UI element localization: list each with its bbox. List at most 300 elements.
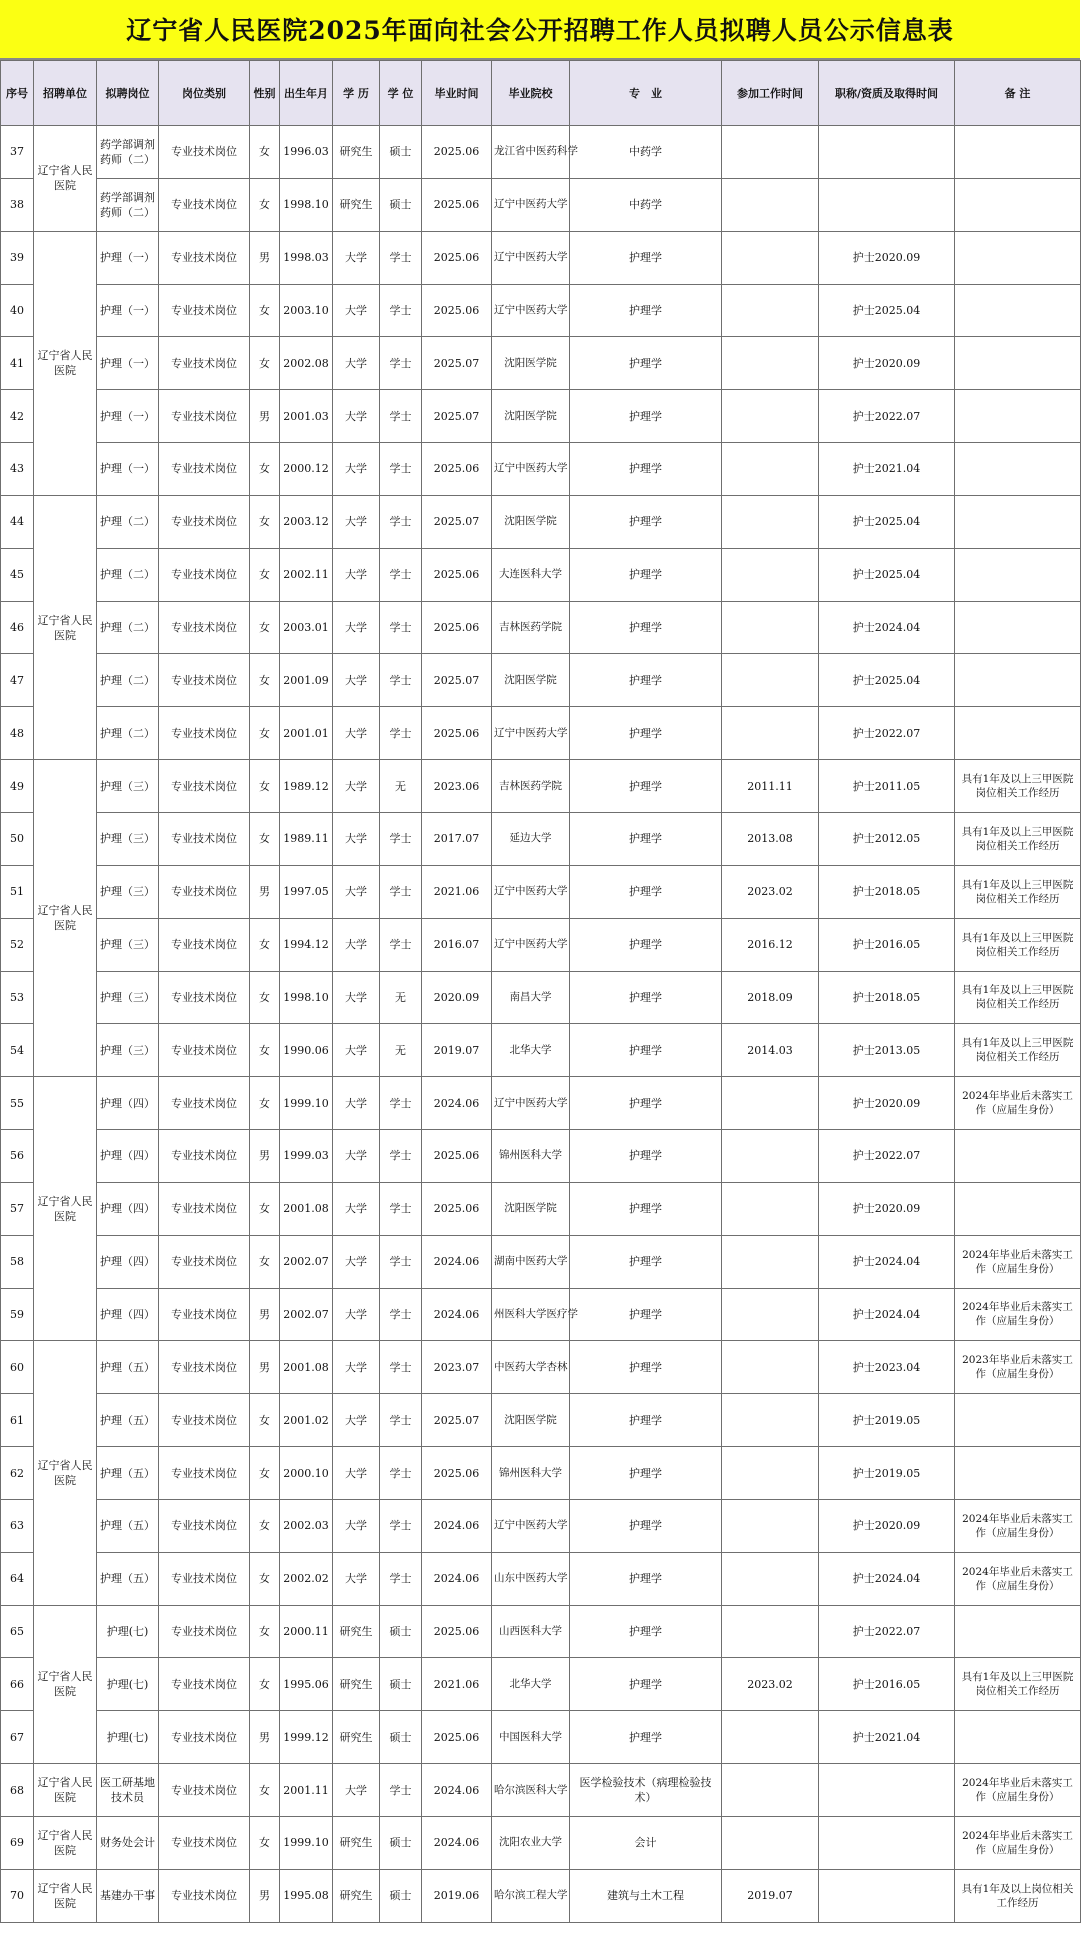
unit-cell: 辽宁省人民医院 bbox=[34, 1764, 97, 1817]
birth-cell: 2002.08 bbox=[280, 337, 333, 390]
grad-time-cell: 2024.06 bbox=[422, 1764, 492, 1817]
school-cell: 沈阳医学院 bbox=[492, 654, 570, 707]
gender-cell: 女 bbox=[250, 1605, 280, 1658]
birth-cell: 2002.11 bbox=[280, 548, 333, 601]
column-header: 专 业 bbox=[570, 61, 722, 126]
title-cert-cell: 护士2025.04 bbox=[819, 495, 955, 548]
work-start-cell bbox=[722, 1130, 819, 1183]
post-cell: 护理（二） bbox=[97, 495, 159, 548]
column-header: 拟聘岗位 bbox=[97, 61, 159, 126]
education-cell: 研究生 bbox=[333, 126, 380, 179]
row-number: 42 bbox=[1, 390, 34, 443]
title-cert-cell: 护士2016.05 bbox=[819, 918, 955, 971]
work-start-cell: 2023.02 bbox=[722, 865, 819, 918]
work-start-cell: 2014.03 bbox=[722, 1024, 819, 1077]
work-start-cell bbox=[722, 1605, 819, 1658]
birth-cell: 2001.03 bbox=[280, 390, 333, 443]
gender-cell: 女 bbox=[250, 178, 280, 231]
post-cell: 护理（一） bbox=[97, 231, 159, 284]
grad-time-cell: 2021.06 bbox=[422, 1658, 492, 1711]
title-cert-cell: 护士2020.09 bbox=[819, 337, 955, 390]
birth-cell: 2003.10 bbox=[280, 284, 333, 337]
remark-cell: 具有1年及以上三甲医院岗位相关工作经历 bbox=[955, 971, 1081, 1024]
grad-time-cell: 2017.07 bbox=[422, 812, 492, 865]
grad-time-cell: 2025.06 bbox=[422, 707, 492, 760]
work-start-cell bbox=[722, 443, 819, 496]
education-cell: 大学 bbox=[333, 1024, 380, 1077]
title-cert-cell: 护士2020.09 bbox=[819, 231, 955, 284]
degree-cell: 硕士 bbox=[380, 178, 422, 231]
work-start-cell bbox=[722, 1764, 819, 1817]
post-cell: 护理（三） bbox=[97, 1024, 159, 1077]
work-start-cell bbox=[722, 1288, 819, 1341]
table-row bbox=[1, 1658, 1081, 1711]
degree-cell: 硕士 bbox=[380, 1817, 422, 1870]
gender-cell: 男 bbox=[250, 1288, 280, 1341]
category-cell: 专业技术岗位 bbox=[159, 707, 250, 760]
table-row bbox=[1, 231, 1081, 284]
gender-cell: 女 bbox=[250, 760, 280, 813]
title-cert-cell: 护士2022.07 bbox=[819, 1605, 955, 1658]
title-cert-cell: 护士2019.05 bbox=[819, 1447, 955, 1500]
unit-cell: 辽宁省人民医院 bbox=[34, 1605, 97, 1764]
column-header: 学 历 bbox=[333, 61, 380, 126]
birth-cell: 1999.12 bbox=[280, 1711, 333, 1764]
major-cell: 护理学 bbox=[570, 495, 722, 548]
post-cell: 药学部调剂药师（二） bbox=[97, 178, 159, 231]
degree-cell: 学士 bbox=[380, 1552, 422, 1605]
row-number: 61 bbox=[1, 1394, 34, 1447]
gender-cell: 女 bbox=[250, 1499, 280, 1552]
birth-cell: 2001.09 bbox=[280, 654, 333, 707]
row-number: 68 bbox=[1, 1764, 34, 1817]
grad-time-cell: 2025.07 bbox=[422, 337, 492, 390]
title-cert-cell: 护士2011.05 bbox=[819, 760, 955, 813]
title-cert-cell bbox=[819, 1817, 955, 1870]
post-cell: 财务处会计 bbox=[97, 1817, 159, 1870]
degree-cell: 学士 bbox=[380, 443, 422, 496]
work-start-cell bbox=[722, 601, 819, 654]
post-cell: 护理（五） bbox=[97, 1499, 159, 1552]
education-cell: 大学 bbox=[333, 1394, 380, 1447]
education-cell: 大学 bbox=[333, 812, 380, 865]
gender-cell: 女 bbox=[250, 337, 280, 390]
degree-cell: 学士 bbox=[380, 1447, 422, 1500]
degree-cell: 硕士 bbox=[380, 1658, 422, 1711]
category-cell: 专业技术岗位 bbox=[159, 548, 250, 601]
education-cell: 大学 bbox=[333, 1764, 380, 1817]
major-cell: 护理学 bbox=[570, 1711, 722, 1764]
gender-cell: 女 bbox=[250, 1024, 280, 1077]
row-number: 69 bbox=[1, 1817, 34, 1870]
remark-cell bbox=[955, 707, 1081, 760]
remark-cell bbox=[955, 1394, 1081, 1447]
grad-time-cell: 2024.06 bbox=[422, 1499, 492, 1552]
column-header: 毕业院校 bbox=[492, 61, 570, 126]
title-cert-cell: 护士2022.07 bbox=[819, 707, 955, 760]
grad-time-cell: 2025.06 bbox=[422, 1130, 492, 1183]
degree-cell: 学士 bbox=[380, 865, 422, 918]
grad-time-cell: 2023.06 bbox=[422, 760, 492, 813]
major-cell: 护理学 bbox=[570, 231, 722, 284]
title-cert-cell: 护士2019.05 bbox=[819, 1394, 955, 1447]
grad-time-cell: 2025.07 bbox=[422, 654, 492, 707]
grad-time-cell: 2025.06 bbox=[422, 1182, 492, 1235]
education-cell: 大学 bbox=[333, 231, 380, 284]
education-cell: 大学 bbox=[333, 284, 380, 337]
education-cell: 大学 bbox=[333, 337, 380, 390]
unit-cell: 辽宁省人民医院 bbox=[34, 760, 97, 1077]
education-cell: 大学 bbox=[333, 1447, 380, 1500]
major-cell: 护理学 bbox=[570, 1288, 722, 1341]
post-cell: 护理（二） bbox=[97, 601, 159, 654]
work-start-cell bbox=[722, 126, 819, 179]
row-number: 48 bbox=[1, 707, 34, 760]
school-cell: 辽宁中医药大学 bbox=[492, 918, 570, 971]
education-cell: 大学 bbox=[333, 1182, 380, 1235]
work-start-cell bbox=[722, 1341, 819, 1394]
row-number: 50 bbox=[1, 812, 34, 865]
post-cell: 护理（四） bbox=[97, 1288, 159, 1341]
birth-cell: 1998.10 bbox=[280, 178, 333, 231]
column-header: 学 位 bbox=[380, 61, 422, 126]
school-cell: 延边大学 bbox=[492, 812, 570, 865]
table-row bbox=[1, 390, 1081, 443]
birth-cell: 2002.02 bbox=[280, 1552, 333, 1605]
major-cell: 护理学 bbox=[570, 284, 722, 337]
education-cell: 大学 bbox=[333, 654, 380, 707]
table-row bbox=[1, 601, 1081, 654]
table-row bbox=[1, 1817, 1081, 1870]
school-cell: 辽宁中医药大学 bbox=[492, 178, 570, 231]
major-cell: 护理学 bbox=[570, 1130, 722, 1183]
category-cell: 专业技术岗位 bbox=[159, 1817, 250, 1870]
degree-cell: 硕士 bbox=[380, 126, 422, 179]
school-cell: 沈阳农业大学 bbox=[492, 1817, 570, 1870]
birth-cell: 2001.08 bbox=[280, 1341, 333, 1394]
post-cell: 护理（二） bbox=[97, 548, 159, 601]
grad-time-cell: 2020.09 bbox=[422, 971, 492, 1024]
gender-cell: 女 bbox=[250, 495, 280, 548]
remark-cell bbox=[955, 1447, 1081, 1500]
degree-cell: 学士 bbox=[380, 654, 422, 707]
table-row bbox=[1, 707, 1081, 760]
row-number: 47 bbox=[1, 654, 34, 707]
grad-time-cell: 2024.06 bbox=[422, 1552, 492, 1605]
school-cell: 北华大学 bbox=[492, 1658, 570, 1711]
post-cell: 护理（三） bbox=[97, 865, 159, 918]
school-cell: 大连医科大学 bbox=[492, 548, 570, 601]
category-cell: 专业技术岗位 bbox=[159, 231, 250, 284]
gender-cell: 女 bbox=[250, 1658, 280, 1711]
column-header: 备 注 bbox=[955, 61, 1081, 126]
major-cell: 护理学 bbox=[570, 865, 722, 918]
school-cell: 辽宁中医药大学 bbox=[492, 1077, 570, 1130]
row-number: 70 bbox=[1, 1869, 34, 1922]
title-cert-cell bbox=[819, 178, 955, 231]
grad-time-cell: 2025.07 bbox=[422, 390, 492, 443]
post-cell: 护理（一） bbox=[97, 390, 159, 443]
category-cell: 专业技术岗位 bbox=[159, 654, 250, 707]
row-number: 56 bbox=[1, 1130, 34, 1183]
remark-cell bbox=[955, 654, 1081, 707]
category-cell: 专业技术岗位 bbox=[159, 1394, 250, 1447]
gender-cell: 男 bbox=[250, 231, 280, 284]
post-cell: 护理（一） bbox=[97, 337, 159, 390]
category-cell: 专业技术岗位 bbox=[159, 918, 250, 971]
category-cell: 专业技术岗位 bbox=[159, 126, 250, 179]
table-row bbox=[1, 1447, 1081, 1500]
school-cell: 沈阳医学院 bbox=[492, 495, 570, 548]
gender-cell: 女 bbox=[250, 1182, 280, 1235]
work-start-cell bbox=[722, 707, 819, 760]
title-cert-cell: 护士2013.05 bbox=[819, 1024, 955, 1077]
education-cell: 研究生 bbox=[333, 1605, 380, 1658]
page-title: 辽宁省人民医院2025年面向社会公开招聘工作人员拟聘人员公示信息表 bbox=[0, 0, 1080, 60]
remark-cell bbox=[955, 1605, 1081, 1658]
gender-cell: 女 bbox=[250, 1552, 280, 1605]
work-start-cell bbox=[722, 1077, 819, 1130]
education-cell: 大学 bbox=[333, 918, 380, 971]
unit-cell: 辽宁省人民医院 bbox=[34, 126, 97, 232]
row-number: 49 bbox=[1, 760, 34, 813]
post-cell: 护理（二） bbox=[97, 654, 159, 707]
row-number: 59 bbox=[1, 1288, 34, 1341]
school-cell: 中医药大学杏林 bbox=[492, 1341, 570, 1394]
education-cell: 大学 bbox=[333, 443, 380, 496]
category-cell: 专业技术岗位 bbox=[159, 1130, 250, 1183]
major-cell: 护理学 bbox=[570, 1447, 722, 1500]
gender-cell: 男 bbox=[250, 1130, 280, 1183]
category-cell: 专业技术岗位 bbox=[159, 971, 250, 1024]
post-cell: 药学部调剂药师（二） bbox=[97, 126, 159, 179]
work-start-cell bbox=[722, 178, 819, 231]
post-cell: 护理（二） bbox=[97, 707, 159, 760]
grad-time-cell: 2025.06 bbox=[422, 548, 492, 601]
remark-cell: 具有1年及以上三甲医院岗位相关工作经历 bbox=[955, 865, 1081, 918]
row-number: 67 bbox=[1, 1711, 34, 1764]
major-cell: 护理学 bbox=[570, 1552, 722, 1605]
table-row bbox=[1, 337, 1081, 390]
work-start-cell bbox=[722, 1499, 819, 1552]
unit-cell: 辽宁省人民医院 bbox=[34, 1817, 97, 1870]
work-start-cell: 2018.09 bbox=[722, 971, 819, 1024]
education-cell: 大学 bbox=[333, 1552, 380, 1605]
remark-cell: 2024年毕业后未落实工作（应届生身份） bbox=[955, 1288, 1081, 1341]
school-cell: 辽宁中医药大学 bbox=[492, 443, 570, 496]
grad-time-cell: 2025.06 bbox=[422, 601, 492, 654]
education-cell: 研究生 bbox=[333, 178, 380, 231]
row-number: 64 bbox=[1, 1552, 34, 1605]
gender-cell: 女 bbox=[250, 443, 280, 496]
school-cell: 辽宁中医药大学 bbox=[492, 865, 570, 918]
column-header: 岗位类别 bbox=[159, 61, 250, 126]
grad-time-cell: 2024.06 bbox=[422, 1288, 492, 1341]
remark-cell bbox=[955, 1182, 1081, 1235]
category-cell: 专业技术岗位 bbox=[159, 1658, 250, 1711]
work-start-cell bbox=[722, 1182, 819, 1235]
grad-time-cell: 2024.06 bbox=[422, 1235, 492, 1288]
remark-cell bbox=[955, 126, 1081, 179]
category-cell: 专业技术岗位 bbox=[159, 812, 250, 865]
row-number: 51 bbox=[1, 865, 34, 918]
major-cell: 护理学 bbox=[570, 707, 722, 760]
gender-cell: 男 bbox=[250, 1711, 280, 1764]
title-cert-cell: 护士2024.04 bbox=[819, 601, 955, 654]
row-number: 44 bbox=[1, 495, 34, 548]
row-number: 66 bbox=[1, 1658, 34, 1711]
table-row bbox=[1, 865, 1081, 918]
row-number: 43 bbox=[1, 443, 34, 496]
table-row bbox=[1, 971, 1081, 1024]
title-cert-cell: 护士2022.07 bbox=[819, 1130, 955, 1183]
birth-cell: 2002.07 bbox=[280, 1288, 333, 1341]
school-cell: 哈尔滨医科大学 bbox=[492, 1764, 570, 1817]
school-cell: 沈阳医学院 bbox=[492, 337, 570, 390]
table-row bbox=[1, 548, 1081, 601]
category-cell: 专业技术岗位 bbox=[159, 1499, 250, 1552]
education-cell: 研究生 bbox=[333, 1817, 380, 1870]
category-cell: 专业技术岗位 bbox=[159, 337, 250, 390]
category-cell: 专业技术岗位 bbox=[159, 178, 250, 231]
major-cell: 护理学 bbox=[570, 548, 722, 601]
school-cell: 辽宁中医药大学 bbox=[492, 284, 570, 337]
remark-cell: 2023年毕业后未落实工作（应届生身份） bbox=[955, 1341, 1081, 1394]
category-cell: 专业技术岗位 bbox=[159, 1869, 250, 1922]
remark-cell bbox=[955, 1130, 1081, 1183]
table-row bbox=[1, 1869, 1081, 1922]
table-row bbox=[1, 1764, 1081, 1817]
degree-cell: 学士 bbox=[380, 1288, 422, 1341]
education-cell: 大学 bbox=[333, 707, 380, 760]
education-cell: 研究生 bbox=[333, 1711, 380, 1764]
major-cell: 护理学 bbox=[570, 1024, 722, 1077]
school-cell: 锦州医科大学 bbox=[492, 1130, 570, 1183]
row-number: 54 bbox=[1, 1024, 34, 1077]
major-cell: 护理学 bbox=[570, 1235, 722, 1288]
birth-cell: 1994.12 bbox=[280, 918, 333, 971]
work-start-cell bbox=[722, 1552, 819, 1605]
table-row bbox=[1, 443, 1081, 496]
category-cell: 专业技术岗位 bbox=[159, 1288, 250, 1341]
remark-cell: 2024年毕业后未落实工作（应届生身份） bbox=[955, 1552, 1081, 1605]
work-start-cell bbox=[722, 390, 819, 443]
row-number: 55 bbox=[1, 1077, 34, 1130]
category-cell: 专业技术岗位 bbox=[159, 1552, 250, 1605]
grad-time-cell: 2025.06 bbox=[422, 1605, 492, 1658]
grad-time-cell: 2016.07 bbox=[422, 918, 492, 971]
title-cert-cell bbox=[819, 1764, 955, 1817]
birth-cell: 2003.01 bbox=[280, 601, 333, 654]
degree-cell: 硕士 bbox=[380, 1605, 422, 1658]
birth-cell: 1997.05 bbox=[280, 865, 333, 918]
table-row bbox=[1, 178, 1081, 231]
gender-cell: 男 bbox=[250, 1341, 280, 1394]
row-number: 46 bbox=[1, 601, 34, 654]
gender-cell: 男 bbox=[250, 390, 280, 443]
school-cell: 湖南中医药大学 bbox=[492, 1235, 570, 1288]
degree-cell: 学士 bbox=[380, 1764, 422, 1817]
grad-time-cell: 2025.06 bbox=[422, 443, 492, 496]
birth-cell: 2002.03 bbox=[280, 1499, 333, 1552]
category-cell: 专业技术岗位 bbox=[159, 1024, 250, 1077]
title-cert-cell: 护士2018.05 bbox=[819, 971, 955, 1024]
category-cell: 专业技术岗位 bbox=[159, 495, 250, 548]
row-number: 52 bbox=[1, 918, 34, 971]
category-cell: 专业技术岗位 bbox=[159, 284, 250, 337]
grad-time-cell: 2025.06 bbox=[422, 178, 492, 231]
degree-cell: 学士 bbox=[380, 390, 422, 443]
education-cell: 研究生 bbox=[333, 1658, 380, 1711]
row-number: 45 bbox=[1, 548, 34, 601]
post-cell: 护理（三） bbox=[97, 971, 159, 1024]
grad-time-cell: 2025.06 bbox=[422, 1447, 492, 1500]
remark-cell bbox=[955, 1711, 1081, 1764]
table-row bbox=[1, 1077, 1081, 1130]
title-cert-cell: 护士2024.04 bbox=[819, 1288, 955, 1341]
column-header: 参加工作时间 bbox=[722, 61, 819, 126]
birth-cell: 1990.06 bbox=[280, 1024, 333, 1077]
degree-cell: 学士 bbox=[380, 1130, 422, 1183]
major-cell: 护理学 bbox=[570, 1341, 722, 1394]
education-cell: 大学 bbox=[333, 601, 380, 654]
table-row bbox=[1, 495, 1081, 548]
remark-cell: 具有1年及以上三甲医院岗位相关工作经历 bbox=[955, 812, 1081, 865]
grad-time-cell: 2021.06 bbox=[422, 865, 492, 918]
education-cell: 大学 bbox=[333, 495, 380, 548]
work-start-cell: 2023.02 bbox=[722, 1658, 819, 1711]
table-row bbox=[1, 1288, 1081, 1341]
gender-cell: 女 bbox=[250, 707, 280, 760]
major-cell: 护理学 bbox=[570, 760, 722, 813]
post-cell: 护理（一） bbox=[97, 284, 159, 337]
major-cell: 护理学 bbox=[570, 1182, 722, 1235]
gender-cell: 女 bbox=[250, 601, 280, 654]
remark-cell bbox=[955, 390, 1081, 443]
category-cell: 专业技术岗位 bbox=[159, 865, 250, 918]
major-cell: 护理学 bbox=[570, 812, 722, 865]
title-cert-cell: 护士2024.04 bbox=[819, 1552, 955, 1605]
school-cell: 州医科大学医疗学 bbox=[492, 1288, 570, 1341]
table-row bbox=[1, 812, 1081, 865]
post-cell: 护理（四） bbox=[97, 1182, 159, 1235]
post-cell: 护理（四） bbox=[97, 1077, 159, 1130]
remark-cell bbox=[955, 601, 1081, 654]
gender-cell: 男 bbox=[250, 1869, 280, 1922]
gender-cell: 女 bbox=[250, 548, 280, 601]
school-cell: 山西医科大学 bbox=[492, 1605, 570, 1658]
education-cell: 大学 bbox=[333, 865, 380, 918]
work-start-cell bbox=[722, 1394, 819, 1447]
birth-cell: 1998.10 bbox=[280, 971, 333, 1024]
table-row bbox=[1, 1605, 1081, 1658]
gender-cell: 男 bbox=[250, 865, 280, 918]
school-cell: 沈阳医学院 bbox=[492, 1394, 570, 1447]
education-cell: 大学 bbox=[333, 390, 380, 443]
grad-time-cell: 2024.06 bbox=[422, 1077, 492, 1130]
degree-cell: 学士 bbox=[380, 1182, 422, 1235]
remark-cell: 具有1年及以上三甲医院岗位相关工作经历 bbox=[955, 1658, 1081, 1711]
table-row bbox=[1, 1130, 1081, 1183]
education-cell: 大学 bbox=[333, 1130, 380, 1183]
degree-cell: 学士 bbox=[380, 601, 422, 654]
remark-cell bbox=[955, 443, 1081, 496]
row-number: 58 bbox=[1, 1235, 34, 1288]
title-cert-cell: 护士2025.04 bbox=[819, 654, 955, 707]
work-start-cell bbox=[722, 654, 819, 707]
row-number: 39 bbox=[1, 231, 34, 284]
post-cell: 护理（五） bbox=[97, 1394, 159, 1447]
